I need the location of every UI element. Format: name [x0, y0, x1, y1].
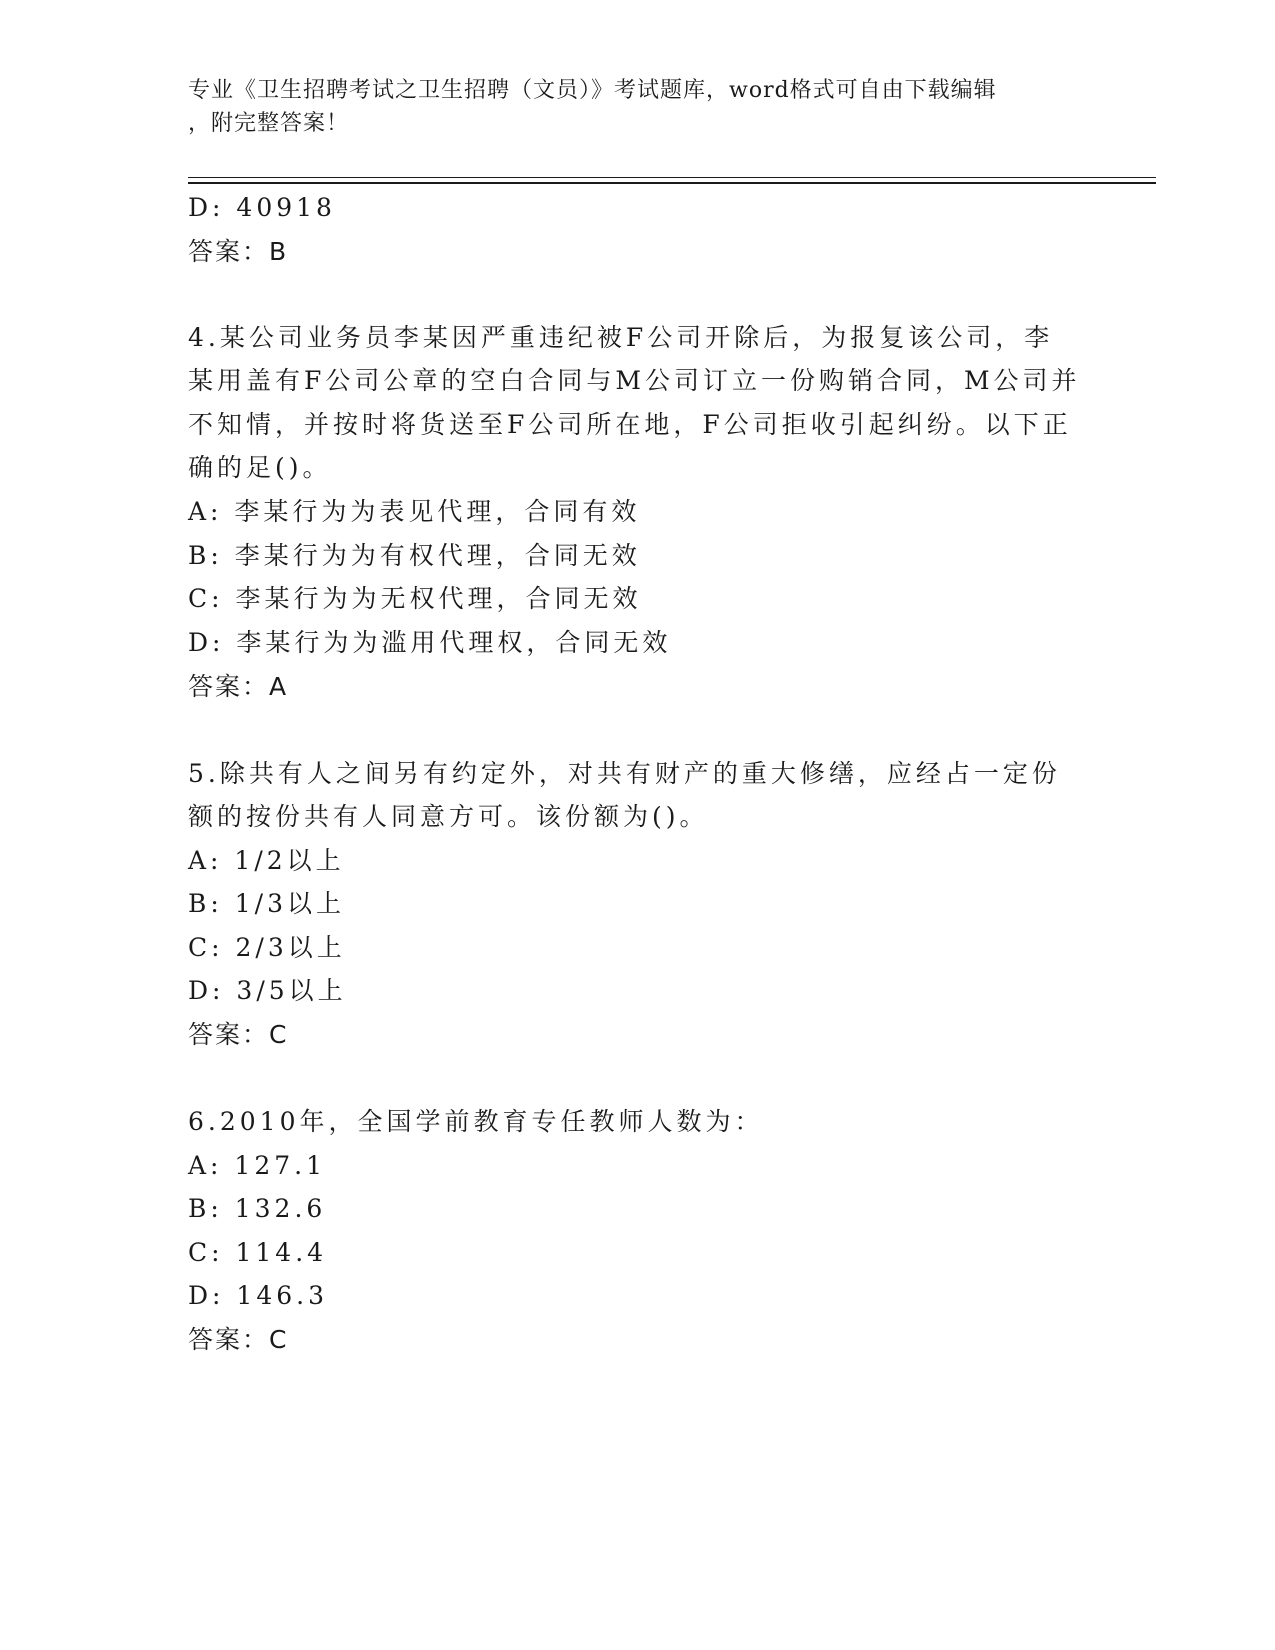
q4-answer: 答案：A: [188, 672, 289, 701]
q4-option-a: A: 李某行为为表见代理，合同有效: [188, 497, 641, 526]
header-divider-thin: [188, 177, 1156, 178]
header-line-2: ，附完整答案！: [188, 111, 350, 136]
q4-option-d: D: 李某行为为滥用代理权，合同无效: [188, 628, 672, 657]
q5-option-d: D: 3/5以上: [188, 976, 347, 1005]
q4-stem-line-3: 不知情，并按时将货送至F公司所在地，F公司拒收引起纠纷。以下正: [188, 410, 1072, 439]
q5-option-b: B: 1/3以上: [188, 889, 345, 918]
q4-option-b: B: 李某行为为有权代理，合同无效: [188, 541, 641, 570]
q3-option-d: D: 40918: [188, 193, 336, 222]
q5-option-c: C: 2/3以上: [188, 933, 346, 962]
q5-stem-line-1: 5.除共有人之间另有约定外，对共有财产的重大修缮，应经占一定份: [188, 759, 1061, 788]
q6-option-d: D: 146.3: [188, 1281, 328, 1310]
q4-stem-line-2: 某用盖有F公司公章的空白合同与M公司订立一份购销合同，M公司并: [188, 366, 1081, 395]
q3-answer: 答案：B: [188, 237, 289, 266]
header-line-1: 专业《卫生招聘考试之卫生招聘（文员）》考试题库，word格式可自由下载编辑: [188, 78, 997, 103]
q4-option-c: C: 李某行为为无权代理，合同无效: [188, 584, 642, 613]
q5-option-a: A: 1/2以上: [188, 846, 345, 875]
q6-option-a: A: 127.1: [188, 1151, 326, 1180]
page-header: [188, 74, 1068, 140]
header-divider-thick: [188, 182, 1156, 184]
q6-answer: 答案：C: [188, 1325, 289, 1354]
q6-stem-line-1: 6.2010年，全国学前教育专任教师人数为：: [188, 1107, 764, 1136]
q5-answer: 答案：C: [188, 1020, 289, 1049]
q6-option-c: C: 114.4: [188, 1238, 328, 1267]
q4-stem-line-4: 确的足()。: [188, 453, 332, 482]
q4-stem-line-1: 4.某公司业务员李某因严重违纪被F公司开除后，为报复该公司，李: [188, 323, 1054, 352]
q6-option-b: B: 132.6: [188, 1194, 327, 1223]
q5-stem-line-2: 额的按份共有人同意方可。该份额为()。: [188, 802, 709, 831]
